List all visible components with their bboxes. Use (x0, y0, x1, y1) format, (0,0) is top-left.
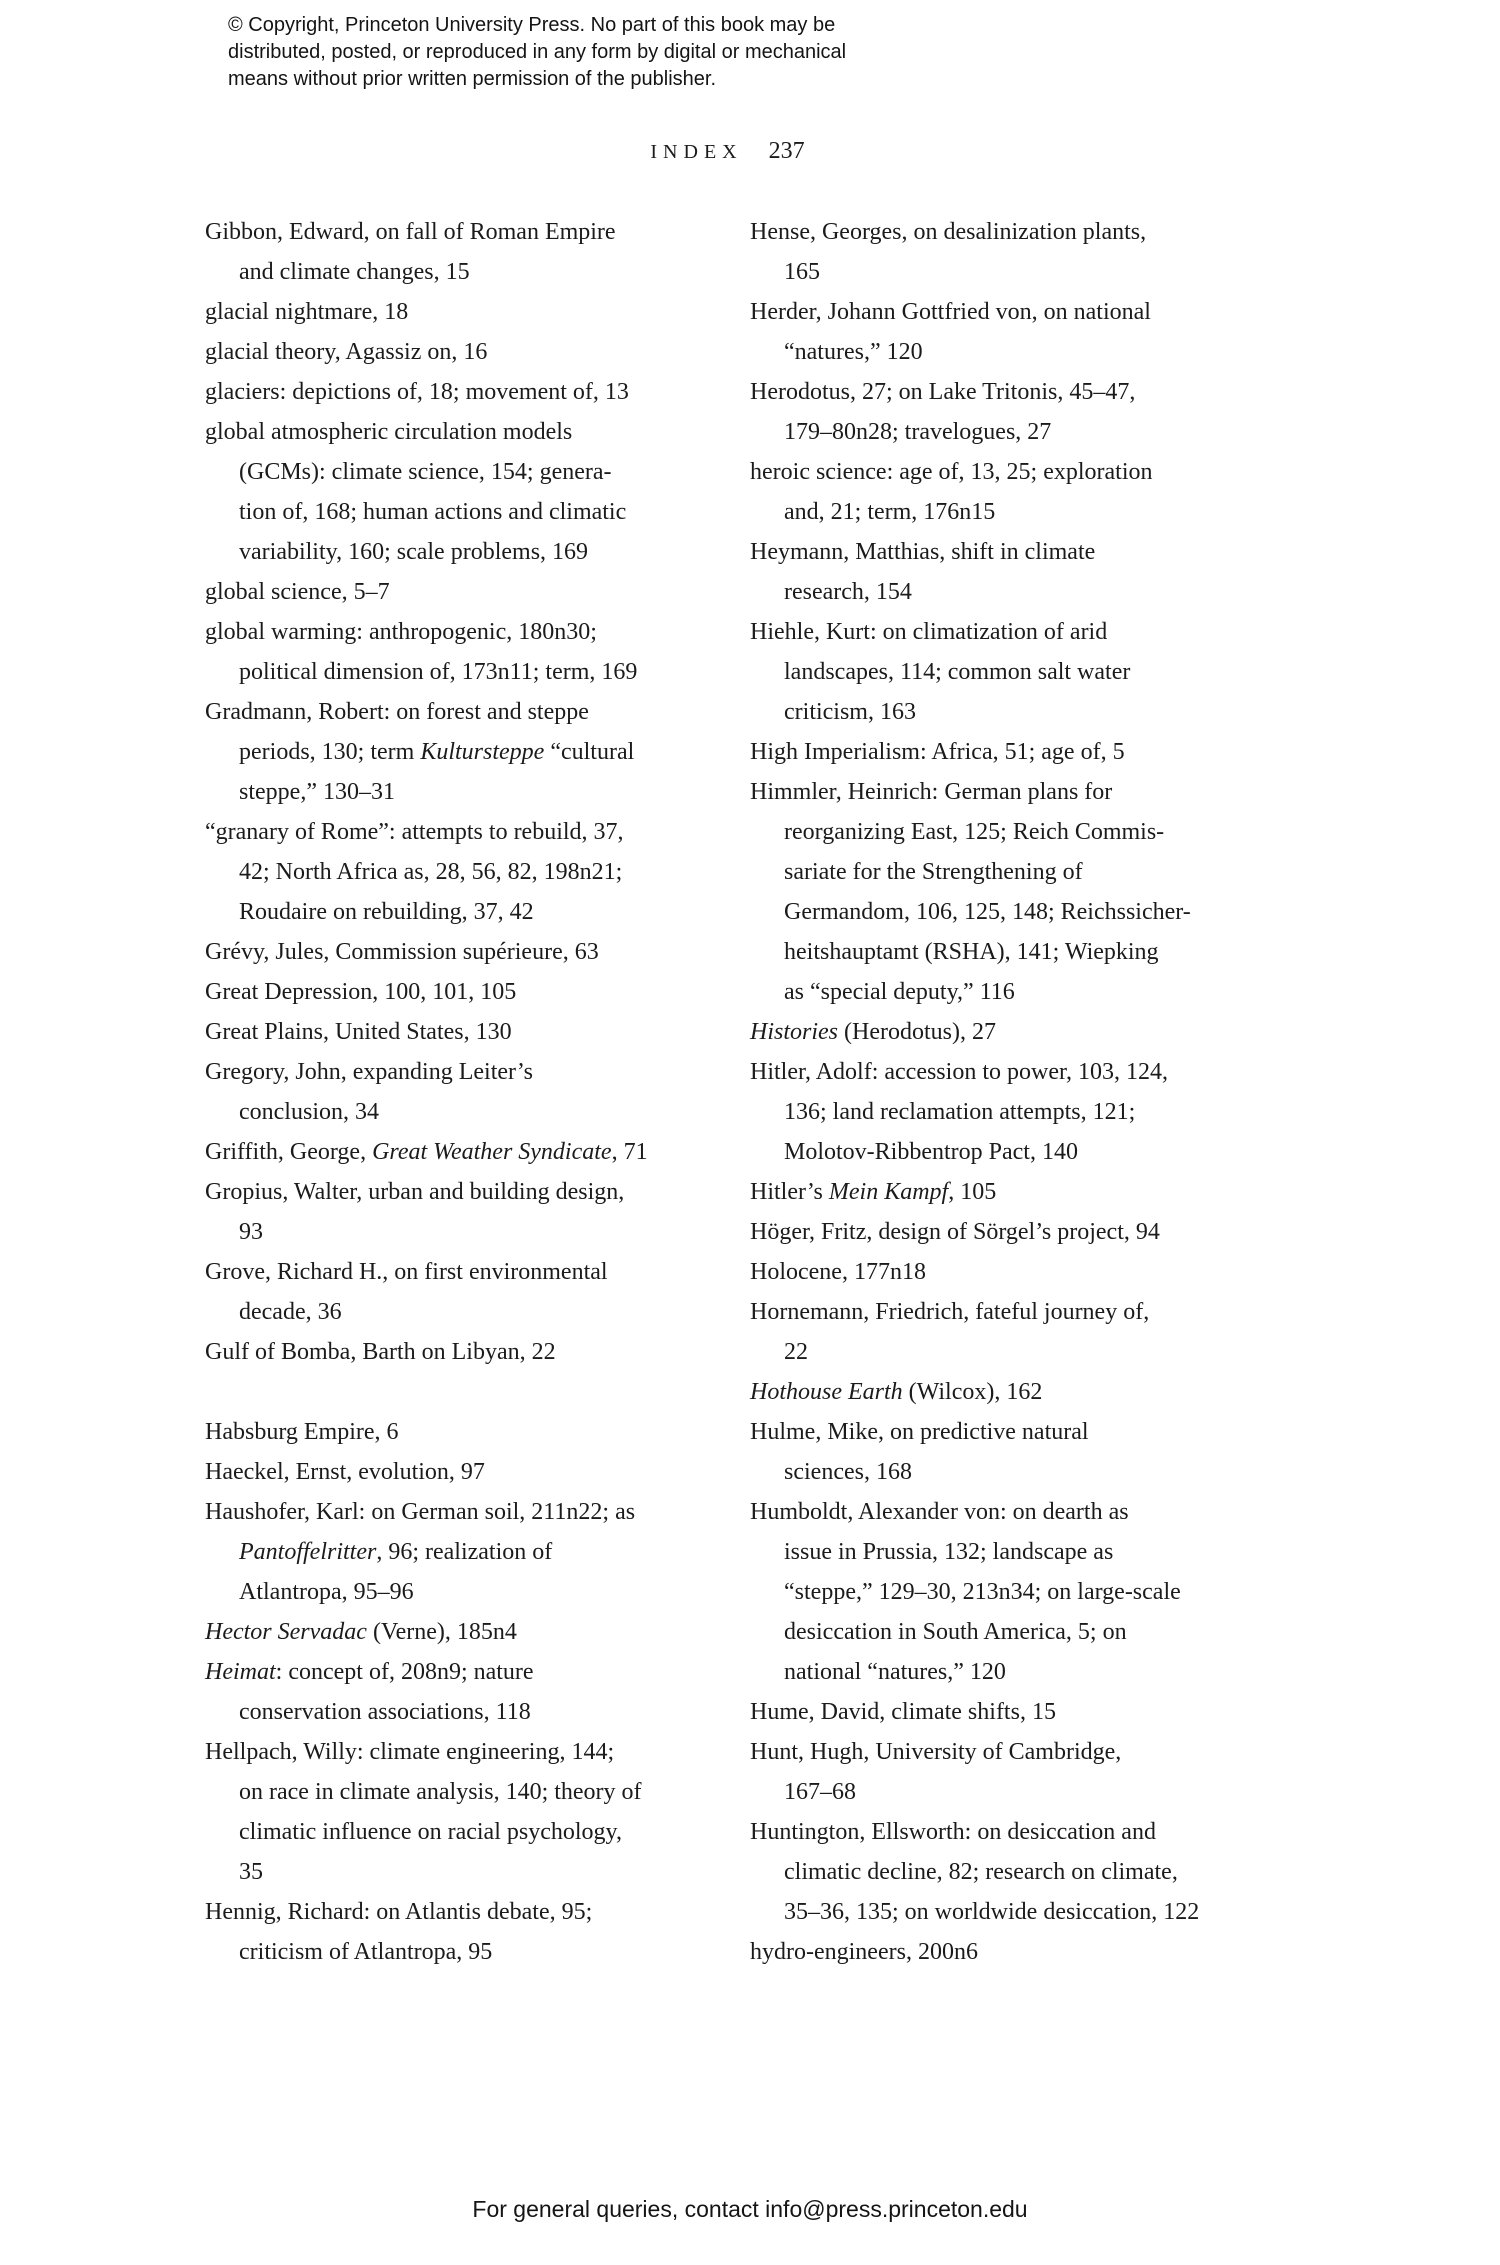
index-entry-line: Huntington, Ellsworth: on desiccation and (750, 1819, 1156, 1845)
index-entry (205, 1052, 745, 1132)
index-entry-line: Herder, Johann Gottfried von, on national (750, 299, 1151, 325)
index-entry-line: High Imperialism: Africa, 51; age of, 5 (750, 739, 1125, 765)
index-entry (750, 372, 1295, 452)
index-entry-line: Gregory, John, expanding Leiter’s (205, 1059, 533, 1085)
index-entry (750, 1372, 1295, 1412)
index-entry (205, 612, 745, 692)
index-entry (750, 1292, 1295, 1372)
index-entry-line: heroic science: age of, 13, 25; exploration (750, 459, 1153, 485)
index-entry (205, 1012, 745, 1052)
index-entry-line: Hitler, Adolf: accession to power, 103, 124, (750, 1059, 1168, 1085)
index-entry-line: Germandom, 106, 125, 148; Reichssicher- (784, 899, 1191, 925)
index-entry (750, 212, 1295, 292)
index-entry (205, 1732, 745, 1892)
index-entry-line: Höger, Fritz, design of Sörgel’s project, 94 (750, 1219, 1160, 1245)
index-entry-line: as “special deputy,” 116 (784, 979, 1015, 1005)
index-entry-line: tion of, 168; human actions and climatic (239, 499, 627, 525)
index-entry-line: glacial theory, Agassiz on, 16 (205, 339, 488, 365)
index-title: INDEX (650, 141, 743, 163)
index-entry-line: 165 (784, 259, 820, 285)
page-number: 237 (768, 138, 805, 164)
copyright-notice (228, 12, 846, 93)
index-entry-line: climatic influence on racial psychology, (239, 1819, 622, 1845)
index-entry-line: and climate changes, 15 (239, 259, 470, 285)
index-entry (205, 372, 745, 412)
index-entry-line: global warming: anthropogenic, 180n30; (205, 619, 597, 645)
running-head (205, 138, 1250, 165)
index-entry-line: and, 21; term, 176n15 (784, 499, 996, 525)
index-entry (750, 1812, 1295, 1932)
index-entry-line: desiccation in South America, 5; on (784, 1619, 1127, 1645)
index-entry-line: national “natures,” 120 (784, 1659, 1006, 1685)
index-entry-line: Heymann, Matthias, shift in climate (750, 539, 1096, 565)
index-entry-line: periods, 130; term Kultursteppe “cultural (239, 739, 635, 765)
index-entry-line: research, 154 (784, 579, 912, 605)
index-entry-line: heitshauptamt (RSHA), 141; Wiepking (784, 939, 1159, 965)
index-entry-line: Haushofer, Karl: on German soil, 211n22; as (205, 1499, 636, 1525)
index-entry-line: conservation associations, 118 (239, 1699, 531, 1725)
index-entry-line: issue in Prussia, 132; landscape as (784, 1539, 1114, 1565)
index-entry-line: landscapes, 114; common salt water (784, 659, 1131, 685)
index-entry-line: sariate for the Strengthening of (784, 859, 1083, 885)
index-entry-line: steppe,” 130–31 (239, 779, 395, 805)
copyright-line: © Copyright, Princeton University Press. No part of this book may be (228, 14, 836, 36)
index-entry (205, 972, 745, 1012)
index-entry (750, 1212, 1295, 1252)
index-entry-line: Hulme, Mike, on predictive natural (750, 1419, 1089, 1445)
index-entry (750, 1932, 1295, 1972)
index-entry (205, 1652, 745, 1732)
index-entry (750, 732, 1295, 772)
index-entry (205, 572, 745, 612)
index-entry (750, 1692, 1295, 1732)
index-entry (205, 412, 745, 572)
index-entry-line: political dimension of, 173n11; term, 169 (239, 659, 638, 685)
index-entry-line: Atlantropa, 95–96 (239, 1579, 414, 1605)
index-entry-line: Haeckel, Ernst, evolution, 97 (205, 1459, 485, 1485)
index-entry (205, 1492, 745, 1612)
index-entry-line: Humboldt, Alexander von: on dearth as (750, 1499, 1129, 1525)
index-entry-line: 42; North Africa as, 28, 56, 82, 198n21; (239, 859, 623, 885)
index-entry (750, 772, 1295, 1012)
index-column-left (205, 212, 745, 1972)
index-entry-line: Histories (Herodotus), 27 (750, 1019, 996, 1045)
index-entry-line: “steppe,” 129–30, 213n34; on large-scale (784, 1579, 1181, 1605)
index-entry-line: 136; land reclamation attempts, 121; (784, 1099, 1136, 1125)
index-entry-line: (GCMs): climate science, 154; genera- (239, 459, 612, 485)
index-entry-line: reorganizing East, 125; Reich Commis- (784, 819, 1165, 845)
index-entry-line: Gropius, Walter, urban and building design, (205, 1179, 625, 1205)
index-entry (750, 1252, 1295, 1292)
index-entry (205, 1612, 745, 1652)
index-entry-line: hydro-engineers, 200n6 (750, 1939, 978, 1965)
index-entry-line: 35–36, 135; on worldwide desiccation, 122 (784, 1899, 1200, 1925)
index-entry-line: “granary of Rome”: attempts to rebuild, 37, (205, 819, 624, 845)
index-entry (750, 452, 1295, 532)
index-entry-line: Hector Servadac (Verne), 185n4 (205, 1619, 517, 1645)
index-entry-line: 179–80n28; travelogues, 27 (784, 419, 1052, 445)
index-entry (205, 292, 745, 332)
index-column-right (750, 212, 1295, 1972)
index-entry-line: Holocene, 177n18 (750, 1259, 926, 1285)
index-entry (205, 692, 745, 812)
index-entry-line: glaciers: depictions of, 18; movement of, 13 (205, 379, 629, 405)
index-entry (750, 1492, 1295, 1692)
index-entry (750, 1732, 1295, 1812)
index-entry-line: “natures,” 120 (784, 339, 923, 365)
index-entry (750, 292, 1295, 372)
index-entry-line: Hellpach, Willy: climate engineering, 144; (205, 1739, 615, 1765)
index-entry-line: Gradmann, Robert: on forest and steppe (205, 699, 589, 725)
index-entry-line: Great Plains, United States, 130 (205, 1019, 512, 1045)
index-entry-line: Hothouse Earth (Wilcox), 162 (750, 1379, 1043, 1405)
index-entry (750, 1052, 1295, 1172)
index-entry-line: Heimat: concept of, 208n9; nature (205, 1659, 534, 1685)
index-entry-line: Pantoffelritter, 96; realization of (239, 1539, 553, 1565)
index-entry-line: glacial nightmare, 18 (205, 299, 409, 325)
index-entry-line: Grove, Richard H., on first environmental (205, 1259, 608, 1285)
index-entry (750, 1412, 1295, 1492)
index-entry-line: 93 (239, 1219, 263, 1245)
index-entry-line: Gulf of Bomba, Barth on Libyan, 22 (205, 1339, 556, 1365)
index-entry-line: Grévy, Jules, Commission supérieure, 63 (205, 939, 599, 965)
index-entry-line: Herodotus, 27; on Lake Tritonis, 45–47, (750, 379, 1136, 405)
copyright-line: distributed, posted, or reproduced in any form by digital or mechanical (228, 41, 847, 63)
index-entry-line: 35 (239, 1859, 263, 1885)
index-entry (205, 1252, 745, 1332)
index-entry-line: variability, 160; scale problems, 169 (239, 539, 589, 565)
index-entry-line: Griffith, George, Great Weather Syndicate, 71 (205, 1139, 648, 1165)
index-entry-line: Hiehle, Kurt: on climatization of arid (750, 619, 1108, 645)
index-entry (205, 932, 745, 972)
copyright-line: means without prior written permission of the publisher. (228, 68, 717, 90)
index-entry (205, 332, 745, 372)
index-entry-line: Hornemann, Friedrich, fateful journey of, (750, 1299, 1150, 1325)
index-entry (750, 532, 1295, 612)
index-entry (750, 1012, 1295, 1052)
index-entry (205, 1892, 745, 1972)
index-entry-line: Himmler, Heinrich: German plans for (750, 779, 1113, 805)
index-entry (205, 1172, 745, 1252)
index-entry-line: climatic decline, 82; research on climate, (784, 1859, 1178, 1885)
index-entry (750, 612, 1295, 732)
index-entry-line: global science, 5–7 (205, 579, 390, 605)
index-entry-line: Hume, David, climate shifts, 15 (750, 1699, 1056, 1725)
index-entry-line: 22 (784, 1339, 808, 1365)
index-entry-line: Great Depression, 100, 101, 105 (205, 979, 517, 1005)
index-entry-line: sciences, 168 (784, 1459, 912, 1485)
index-entry-line: decade, 36 (239, 1299, 342, 1325)
index-entry-line: Hitler’s Mein Kampf, 105 (750, 1179, 997, 1205)
index-entry-line: conclusion, 34 (239, 1099, 379, 1125)
index-entry (205, 1332, 745, 1372)
index-entry (205, 1412, 745, 1452)
index-entry-line: on race in climate analysis, 140; theory of (239, 1779, 642, 1805)
footer-contact: For general queries, contact info@press.princeton.edu (472, 2196, 1028, 2222)
index-entry-line: Habsburg Empire, 6 (205, 1419, 399, 1445)
index-entry-line: Hunt, Hugh, University of Cambridge, (750, 1739, 1122, 1765)
index-entry-line: Hense, Georges, on desalinization plants, (750, 219, 1147, 245)
index-entry-line: Hennig, Richard: on Atlantis debate, 95; (205, 1899, 593, 1925)
index-entry-line: global atmospheric circulation models (205, 419, 573, 445)
index-entry (205, 1452, 745, 1492)
index-entry-line: Roudaire on rebuilding, 37, 42 (239, 899, 534, 925)
index-entry-line: criticism, 163 (784, 699, 916, 725)
index-entry (205, 212, 745, 292)
index-entry-line: criticism of Atlantropa, 95 (239, 1939, 493, 1965)
index-entry-line: Molotov-Ribbentrop Pact, 140 (784, 1139, 1078, 1165)
index-entry (750, 1172, 1295, 1212)
index-entry (205, 812, 745, 932)
index-entry-line: Gibbon, Edward, on fall of Roman Empire (205, 219, 616, 245)
index-entry-line: 167–68 (784, 1779, 856, 1805)
index-entry (205, 1132, 745, 1172)
